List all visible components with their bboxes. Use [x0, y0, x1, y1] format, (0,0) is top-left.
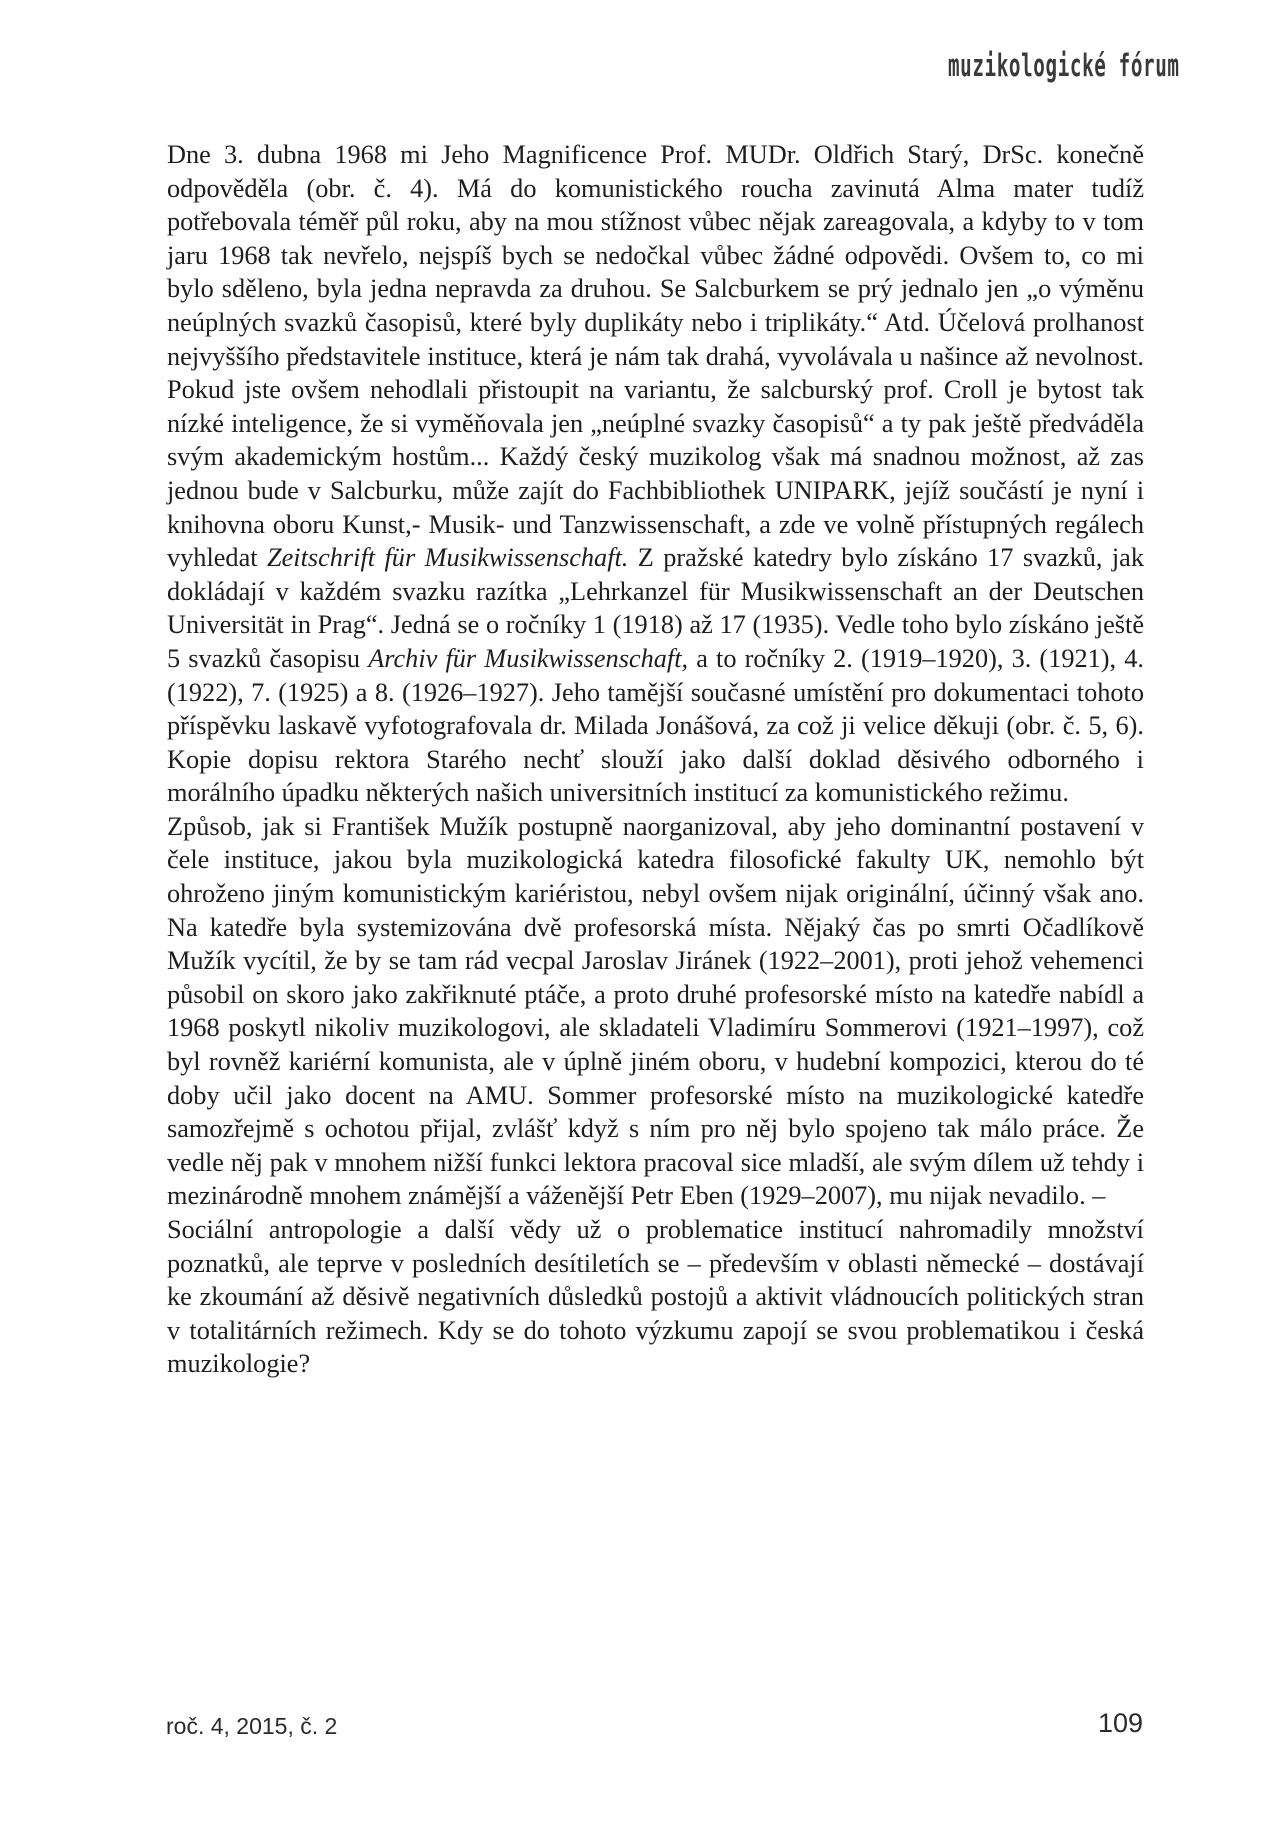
issue-info: roč. 4, 2015, č. 2 — [166, 1713, 338, 1739]
text-run: Z pražské katedry bylo získáno 17 svazků, jak dokládají v každém svazku razítka „Lehrkanzel für Musikwissenschaft an der Deutschen Universität in Prag“. Jedná se o ročníky 1 (1918) až 17 (1935). Vedle toho bylo získáno ještě 5 svazků časopisu — [167, 543, 1144, 673]
text-run: Sociální antropologie a další vědy už o problematice institucí nahromadily množství poznatků, ale teprve v posledních desítiletích se – především v oblasti německé – dostávají ke zkoumání až děsivě negativních důsledků postojů a aktivit vládnoucích politických stran v totalitárních režimech. Kdy se do tohoto výzkumu zapojí se svou problematikou i česká muzikologie? — [167, 1215, 1144, 1379]
paragraph — [167, 138, 1144, 810]
text-run: Způsob, jak si František Mužík postupně naorganizoval, aby jeho dominantní postavení v čele instituce, jakou byla muzikologická katedra filosofické fakulty UK, nemohlo být ohroženo jiným komunistickým kariéristou, nebyl ovšem nijak originální, účinný však ano. Na katedře byla systemizována dvě profesorská místa. Nějaký čas po smrti Očadlíkově Mužík vycítil, že by se tam rád vecpal Jaroslav Jiránek (1922–2001), proti jehož vehemenci působil on skoro jako zakřiknuté ptáče, a proto druhé profesorské místo na katedře nabídl a 1968 poskytl nikoliv muzikologovi, ale skladateli Vladimíru Sommerovi (1921–1997), což byl rovněž kariérní komunista, ale v úplně jiném oboru, v hudební kompozici, kterou do té doby učil jako docent na AMU. Sommer profesorské místo na muzikologické katedře samozřejmě s ochotou přijal, zvlášť když s ním pro něj bylo spojeno tak málo práce. Že vedle něj pak v mnohem nižší funkci lektora pracoval sice mladší, ale svým dílem už tehdy i mezinárodně mnohem známější a váženější Petr Eben (1929–2007), mu nijak nevadilo. – — [167, 811, 1144, 1211]
text-run: Dne 3. dubna 1968 mi Jeho Magnificence Prof. MUDr. Oldřich Starý, DrSc. konečně odpověděla (obr. č. 4). Má do komunistického roucha zavinutá Alma mater tudíž potřebovala téměř půl roku, aby na mou stížnost vůbec nějak zareagovala, a kdyby to v tom jaru 1968 tak nevřelo, nejspíš bych se nedočkal vůbec žádné odpovědi. Ovšem to, co mi bylo sděleno, byla jedna nepravda za druhou. Se Salcburkem se prý jednalo jen „o výměnu neúplných svazků časopisů, které byly duplikáty nebo i triplikáty.“ Atd. Účelová prolhanost nejvyššího představitele instituce, která je nám tak drahá, vyvolávala u našince až nevolnost. Pokud jste ovšem nehodlali přistoupit na variantu, že salcburský prof. Croll je bytost tak nízké inteligence, že si vyměňovala jen „neúplné svazky časopisů“ a ty pak ještě předváděla svým akademickým hostům... Každý český muzikolog však má snadnou možnost, až zas jednou bude v Salcburku, může zajít do Fachbibliothek UNIPARK, jejíž součástí je nyní i knihovna oboru Kunst,- Musik- und Tanzwissenschaft, a zde ve volně přístupných regálech vyhledat — [167, 140, 1144, 573]
text-run: a to ročníky 2. (1919–1920), 3. (1921), 4. (1922), 7. (1925) a 8. (1926–1927). Jeho tamější současné umístění pro dokumentaci tohoto příspěvku laskavě vyfotografovala dr. Milada Jonášová, za což ji velice děkuji (obr. č. 5, 6). Kopie dopisu rektora Starého nechť slouží jako další doklad děsivého odborného i morálního úpadku některých našich universitních institucí za komunistického režimu. — [167, 643, 1144, 808]
journal-title: Archiv für Musikwissenschaft, — [368, 643, 689, 673]
paragraph — [167, 1213, 1144, 1381]
page-number: 109 — [1097, 1708, 1143, 1738]
running-header: muzikologické fórum — [948, 48, 1180, 84]
journal-title: Zeitschrift für Musikwissenschaft. — [266, 543, 629, 573]
paragraph — [167, 810, 1144, 1213]
article-body — [167, 138, 1144, 1381]
